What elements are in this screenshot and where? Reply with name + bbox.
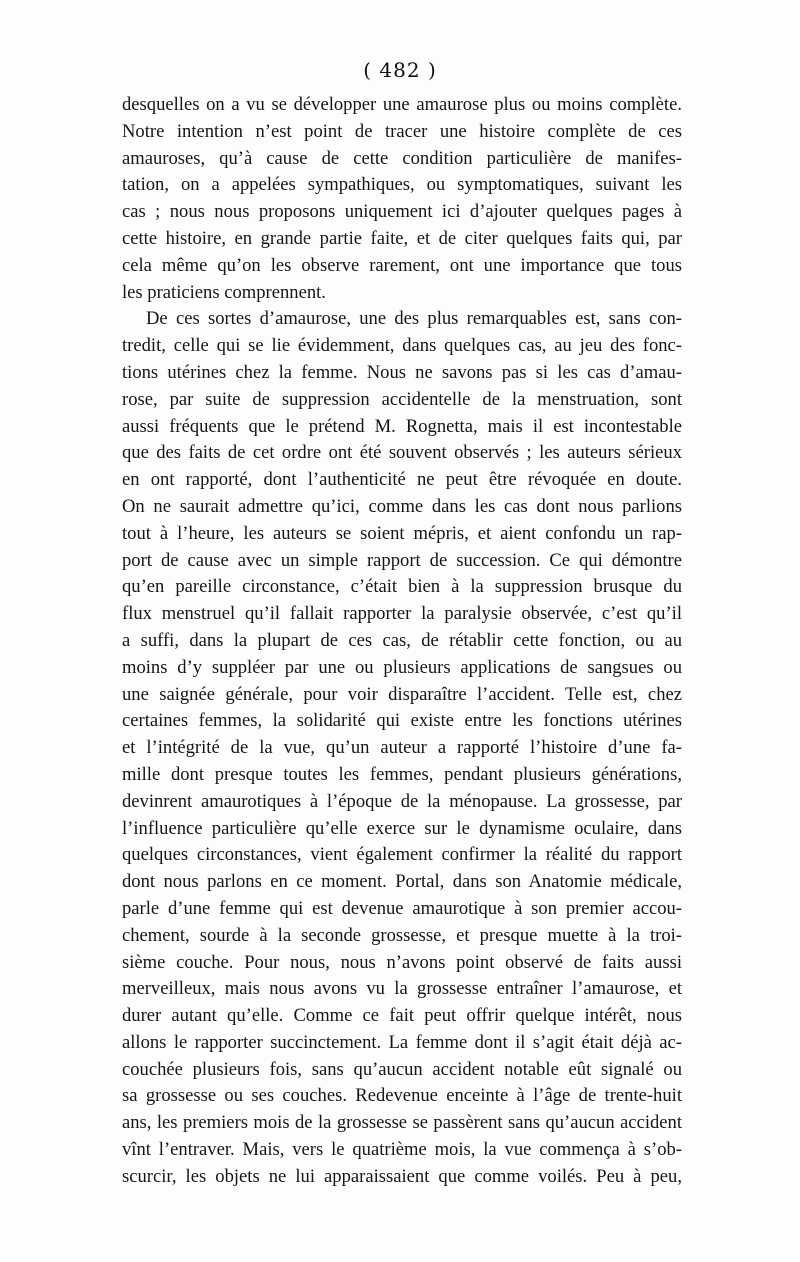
text-line: aussi fréquents que le prétend M. Rognetta, mais il est incontestable <box>122 415 682 437</box>
text-line: chement, sourde à la seconde grossesse, et presque muette à la troi- <box>122 924 682 946</box>
text-line: cela même qu’on les observe rarement, ont une importance que tous <box>122 254 682 276</box>
text-line: qu’en pareille circonstance, c’était bien à la suppression brusque du <box>122 576 682 598</box>
text-line: dont nous parlons en ce moment. Portal, dans son Anatomie médicale, <box>122 871 682 893</box>
text-line: flux menstruel qu’il fallait rapporter la paralysie observée, c’est qu’il <box>122 603 682 625</box>
text-line: allons le rapporter succinctement. La femme dont il s’agit était déjà ac- <box>122 1031 682 1053</box>
text-line: les praticiens comprennent. <box>122 281 326 303</box>
text-line: moins d’y suppléer par une ou plusieurs applications de sangsues ou <box>122 656 682 678</box>
text-line: couchée plusieurs fois, sans qu’aucun accident notable eût signalé ou <box>122 1058 682 1080</box>
text-line: desquelles on a vu se développer une amaurose plus ou moins complète. <box>122 94 682 115</box>
text-line: quelques circonstances, vient également confirmer la réalité du rapport <box>122 844 682 866</box>
text-line: Notre intention n’est point de tracer une histoire complète de ces <box>122 120 682 142</box>
text-line: tredit, celle qui se lie évidemment, dans quelques cas, au jeu des fonc- <box>122 335 682 357</box>
text-line: ans, les premiers mois de la grossesse se passèrent sans qu’aucun accident <box>122 1112 682 1134</box>
text-line: cette histoire, en grande partie faite, et de citer quelques faits qui, par <box>122 227 682 249</box>
text-line: tions utérines chez la femme. Nous ne savons pas si les cas d’amau- <box>122 361 682 383</box>
text-line: De ces sortes d’amaurose, une des plus remarquables est, sans con- <box>146 308 682 330</box>
text-line: a suffi, dans la plupart de ces cas, de rétablir cette fonction, ou au <box>122 629 682 651</box>
text-line: devinrent amaurotiques à l’époque de la ménopause. La grossesse, par <box>122 790 682 812</box>
text-line: que des faits de cet ordre ont été souvent observés ; les auteurs sérieux <box>122 442 682 464</box>
text-line: mille dont presque toutes les femmes, pendant plusieurs générations, <box>122 763 682 785</box>
text-line: certaines femmes, la solidarité qui existe entre les fonctions utérines <box>122 710 682 732</box>
text-line: et l’intégrité de la vue, qu’un auteur a rapporté l’histoire d’une fa- <box>122 737 682 759</box>
text-line: merveilleux, mais nous avons vu la grossesse entraîner l’amaurose, et <box>122 978 682 1000</box>
text-line: durer autant qu’elle. Comme ce fait peut offrir quelque intérêt, nous <box>122 1005 682 1027</box>
text-line: port de cause avec un simple rapport de succession. Ce qui démontre <box>122 549 682 571</box>
text-line: amauroses, qu’à cause de cette condition particulière de manifes- <box>122 147 682 169</box>
text-line: sa grossesse ou ses couches. Redevenue enceinte à l’âge de trente-huit <box>122 1085 682 1107</box>
text-line: scurcir, les objets ne lui apparaissaient que comme voilés. Peu à peu, <box>122 1165 682 1187</box>
text-line: en ont rapporté, dont l’authenticité ne peut être révoquée en doute. <box>122 469 682 491</box>
text-line: cas ; nous nous proposons uniquement ici d’ajouter quelques pages à <box>122 201 682 223</box>
text-line: l’influence particulière qu’elle exerce sur le dynamisme oculaire, dans <box>122 817 682 839</box>
text-line: rose, par suite de suppression accidentelle de la menstruation, sont <box>122 388 682 410</box>
text-line: parle d’une femme qui est devenue amaurotique à son premier accou- <box>122 897 682 919</box>
text-line: tation, on a appelées sympathiques, ou symptomatiques, suivant les <box>122 174 682 196</box>
text-line: une saignée générale, pour voir disparaître l’accident. Telle est, chez <box>122 683 682 705</box>
text-line: tout à l’heure, les auteurs se soient mépris, et aient confondu un rap- <box>122 522 682 544</box>
page-number: ( 482 ) <box>363 58 437 82</box>
text-line: On ne saurait admettre qu’ici, comme dans les cas dont nous parlions <box>122 495 682 517</box>
body-text <box>122 92 682 1191</box>
text-line: vînt l’entraver. Mais, vers le quatrième mois, la vue commença à s’ob- <box>122 1139 682 1161</box>
text-line: sième couche. Pour nous, nous n’avons point observé de faits aussi <box>122 951 682 973</box>
